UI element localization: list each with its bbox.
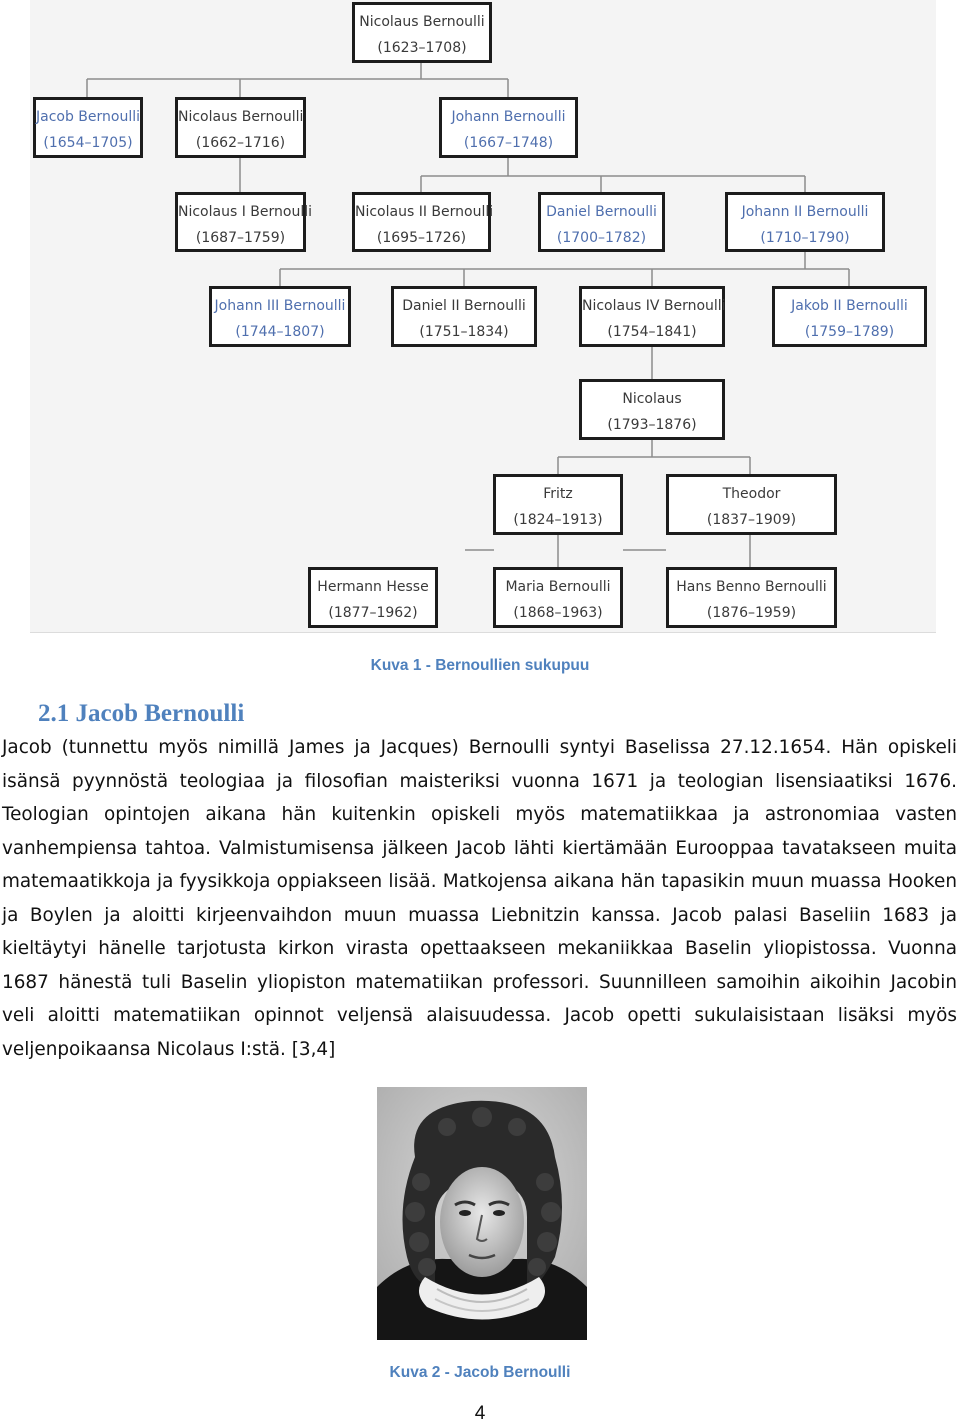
node-name: Nicolaus Bernoulli <box>359 14 485 30</box>
node-years: (1654–1705) <box>43 135 133 151</box>
tree-node <box>175 192 312 252</box>
node-name: Johann II Bernoulli <box>741 204 869 220</box>
tree-node <box>391 286 537 347</box>
node-name: Daniel II Bernoulli <box>402 298 526 314</box>
tree-node <box>579 379 725 440</box>
portrait-drawing <box>377 1087 587 1340</box>
tree-node <box>352 2 492 63</box>
node-years: (1687–1759) <box>195 230 286 246</box>
node-years: (1793–1876) <box>607 417 697 433</box>
node-name: Nicolaus Bernoulli <box>178 109 304 125</box>
node-years: (1877–1962) <box>328 605 418 621</box>
tree-node <box>33 97 143 158</box>
node-name: Johann Bernoulli <box>451 109 566 125</box>
node-years: (1667–1748) <box>463 135 554 151</box>
node-years: (1751–1834) <box>419 324 509 340</box>
tree-node <box>175 97 306 158</box>
figure-caption-2: Kuva 2 - Jacob Bernoulli <box>389 1364 571 1381</box>
node-name: Jacob Bernoulli <box>36 109 141 125</box>
node-years: (1695–1726) <box>376 230 467 246</box>
node-years: (1744–1807) <box>235 324 325 340</box>
portrait-image <box>377 1087 587 1340</box>
family-tree-figure <box>30 0 936 633</box>
tree-node <box>579 286 725 347</box>
tree-node <box>772 286 927 347</box>
node-name: Theodor <box>722 486 781 502</box>
tree-node <box>209 286 351 347</box>
node-years: (1824–1913) <box>513 512 603 528</box>
node-years: (1759–1789) <box>804 324 895 340</box>
node-name: Daniel Bernoulli <box>546 204 657 220</box>
node-years: (1754–1841) <box>607 324 697 340</box>
node-name: Jakob II Bernoulli <box>791 298 908 314</box>
node-name: Nicolaus IV Bernoulli <box>582 298 726 314</box>
figure-caption-1: Kuva 1 - Bernoullien sukupuu <box>370 657 590 674</box>
tree-node <box>493 474 623 535</box>
body-paragraph: Jacob (tunnettu myös nimillä James ja Jacques) Bernoulli syntyi Baselissa 27.12.1654. Hän opiskeli isänsä pyynnöstä teologiaa ja filosofian maisteriksi vuonna 1671 ja teologian lisensiaatiksi 1676. Teologian opintojen aikana hän kuitenkin opiskeli myös matematiikkaa ja astronomiaa vasten vanhempiensa tahtoa. Valmistumisensa jälkeen Jacob lähti kiertämään Eurooppaa tavatakseen muita matemaatikkoja ja fyysikkoja oppiakseen lisää. Matkojensa aikana hän tapasikin muun muassa Hooken ja Boylen ja aloitti kirjeenvaihdon muun muassa Liebnitzin kanssa. Jacob palasi Baseliin 1683 ja kieltäytyi hänelle tarjotusta kirkon virasta opettaakseen mekaniikkaa Baselin yliopistossa. Vuonna 1687 hänestä tuli Baselin yliopiston matematiikan professori. Suunnilleen samoihin aikoihin Jacobin veli aloitti matematiikan opinnot veljensä alaisuudessa. Jacob opetti sukulaisistaan lisäksi myös veljenpoikaansa Nicolaus I:stä. [3,4] <box>2 737 957 1060</box>
section-heading: 2.1 Jacob Bernoulli <box>38 700 245 727</box>
node-name: Maria Bernoulli <box>505 579 611 595</box>
node-years: (1662–1716) <box>195 135 286 151</box>
node-name: Fritz <box>543 486 573 502</box>
node-years: (1710–1790) <box>760 230 850 246</box>
node-years: (1623–1708) <box>377 40 467 56</box>
tree-node <box>538 192 665 252</box>
node-years: (1868–1963) <box>513 605 603 621</box>
node-name: Nicolaus <box>622 391 682 407</box>
page-number: 4 <box>474 1403 486 1424</box>
node-name: Nicolaus I Bernoulli <box>178 204 312 220</box>
tree-node <box>352 192 494 252</box>
node-name: Nicolaus II Bernoulli <box>355 204 494 220</box>
node-name: Hermann Hesse <box>317 579 429 595</box>
tree-node <box>666 474 837 535</box>
node-name: Hans Benno Bernoulli <box>676 579 827 595</box>
tree-node <box>725 192 885 252</box>
node-years: (1837–1909) <box>706 512 797 528</box>
node-name: Johann III Bernoulli <box>214 298 346 314</box>
node-years: (1876–1959) <box>706 605 797 621</box>
tree-node <box>308 567 438 628</box>
node-years: (1700–1782) <box>556 230 647 246</box>
tree-node <box>439 97 578 158</box>
tree-node <box>493 567 623 628</box>
tree-node <box>666 567 837 628</box>
